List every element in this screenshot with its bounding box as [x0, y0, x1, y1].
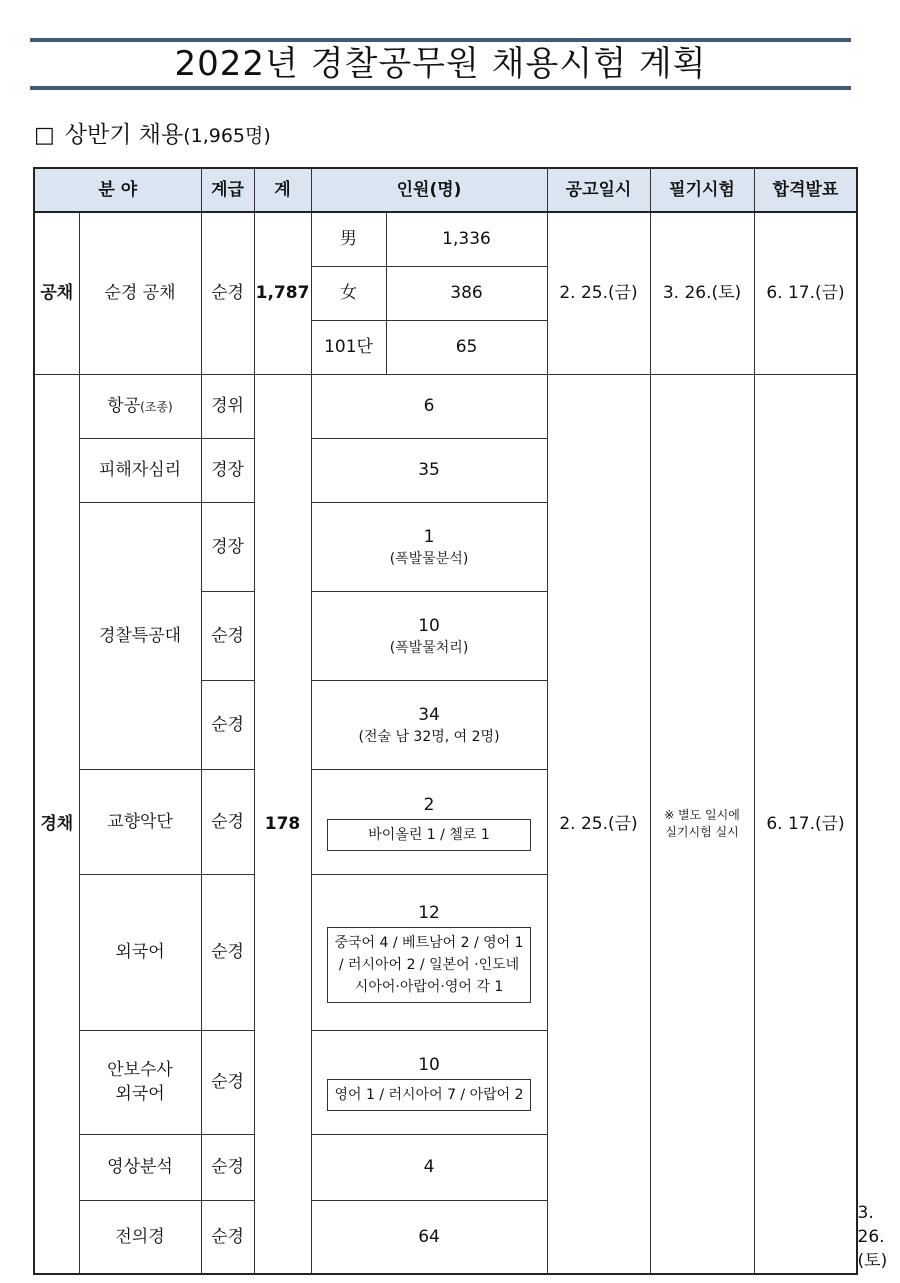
grade-cell: 순경	[201, 769, 254, 874]
header-total: 계	[254, 168, 311, 212]
field-cell: 전의경	[79, 1200, 201, 1274]
count-value: 10	[418, 1055, 440, 1075]
grade-cell: 경위	[201, 374, 254, 438]
field-cell	[79, 1030, 201, 1134]
count-cell: 65	[386, 320, 547, 374]
count-cell	[311, 680, 547, 769]
notice-date: 2. 25.(금)	[547, 374, 650, 1274]
field-cell: 외국어	[79, 874, 201, 1030]
grade-cell: 순경	[201, 1200, 254, 1274]
header-result: 합격발표	[754, 168, 857, 212]
written-note	[650, 374, 754, 1274]
count-cell: 35	[311, 438, 547, 502]
written-date: 3. 26.(토)	[650, 212, 754, 374]
header-written: 필기시험	[650, 168, 754, 212]
count-cell	[311, 874, 547, 1030]
header-grade: 계급	[201, 168, 254, 212]
count-value: 12	[418, 903, 440, 923]
category-gyeongchae: 경채	[34, 374, 79, 1274]
count-value: 2	[423, 794, 435, 815]
field-cell: 경찰특공대	[79, 502, 201, 769]
section-label: 상반기 채용	[64, 122, 184, 148]
count-detail: (전술 남 32명, 여 2명)	[358, 728, 500, 745]
field-security: 안보수사 외국어	[107, 1060, 173, 1104]
count-cell	[311, 502, 547, 591]
count-value: 34	[418, 704, 440, 725]
language-detail-box: 중국어 4 / 베트남어 2 / 영어 1 / 러시아어 2 / 일본어 ·인도네시아어·아랍어·영어 각 1	[327, 927, 531, 1003]
grade-cell: 순경	[201, 874, 254, 1030]
count-cell: 1,336	[386, 212, 547, 266]
title-top-rule	[30, 38, 851, 42]
header-people: 인원(명)	[311, 168, 547, 212]
title-bottom-rule	[30, 86, 851, 90]
practical-exam-note: ※ 별도 일시에 실기시험 실시	[664, 807, 740, 839]
count-value: 10	[418, 615, 440, 636]
count-value: 1	[423, 526, 435, 547]
grade-cell: 순경	[201, 212, 254, 374]
header-field: 분 야	[34, 168, 201, 212]
unit-label: 101단	[311, 320, 386, 374]
grade-cell: 순경	[201, 591, 254, 680]
table-row	[34, 374, 857, 438]
category-gongchae: 공채	[34, 212, 79, 374]
recruitment-table	[33, 167, 888, 1275]
document-title: 2022년 경찰공무원 채용시험 계획	[174, 44, 707, 84]
grade-cell: 경장	[201, 502, 254, 591]
notice-date: 2. 25.(금)	[547, 212, 650, 374]
field-aviation: 항공	[107, 395, 141, 416]
instrument-detail-box: 바이올린 1 / 첼로 1	[327, 819, 531, 851]
section-count: (1,965명)	[183, 125, 271, 147]
grade-cell: 경장	[201, 438, 254, 502]
count-cell: 386	[386, 266, 547, 320]
header-notice: 공고일시	[547, 168, 650, 212]
count-detail: (폭발물분석)	[389, 550, 469, 567]
table-row	[34, 212, 857, 266]
count-cell	[311, 1030, 547, 1134]
field-cell: 피해자심리	[79, 438, 201, 502]
field-cell	[79, 374, 201, 438]
checkbox-square-icon: □	[34, 123, 55, 148]
grade-cell: 순경	[201, 680, 254, 769]
field-cell: 순경 공채	[79, 212, 201, 374]
count-cell	[311, 769, 547, 874]
table-header-row	[34, 168, 857, 212]
field-cell: 교향악단	[79, 769, 201, 874]
section-heading	[34, 119, 271, 152]
result-date: 6. 17.(금)	[754, 212, 857, 374]
result-date: 6. 17.(금)	[754, 374, 857, 1274]
count-cell: 6	[311, 374, 547, 438]
count-cell: 64	[311, 1200, 547, 1274]
field-cell: 영상분석	[79, 1134, 201, 1200]
total-cell: 1,787	[254, 212, 311, 374]
grade-cell: 순경	[201, 1134, 254, 1200]
count-cell: 4	[311, 1134, 547, 1200]
gender-label: 女	[311, 266, 386, 320]
gender-label: 男	[311, 212, 386, 266]
total-cell: 178	[254, 374, 311, 1274]
table-row: 전의경 순경 64 3. 26.(토)	[34, 1200, 857, 1274]
count-cell	[311, 591, 547, 680]
grade-cell: 순경	[201, 1030, 254, 1134]
language-detail-box: 영어 1 / 러시아어 7 / 아랍어 2	[327, 1079, 531, 1111]
count-detail: (폭발물처리)	[389, 639, 469, 656]
field-aviation-note: (조종)	[140, 399, 173, 414]
